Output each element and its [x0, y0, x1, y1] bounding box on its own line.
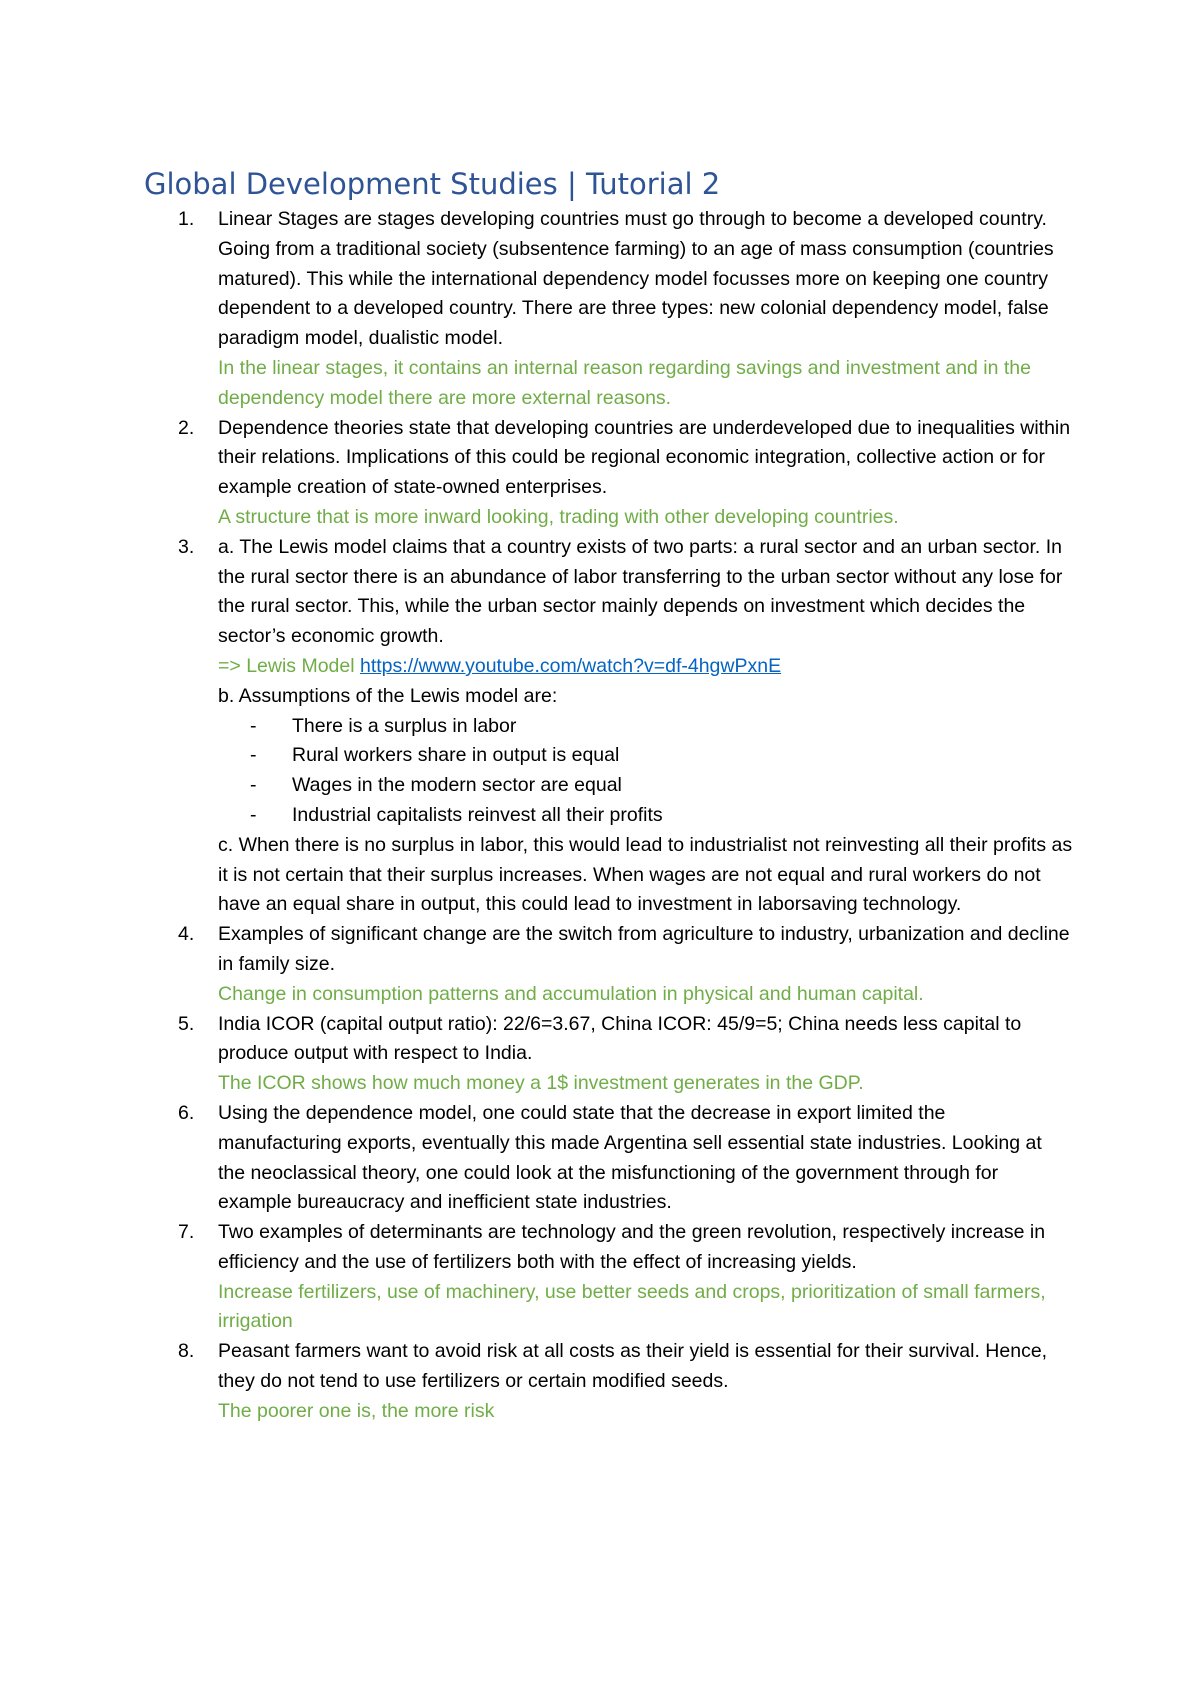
- item-number: 5.: [178, 1012, 195, 1035]
- item-text-part-a: a. The Lewis model claims that a country exists of two parts: a rural sector and an urban sector. In the rural sector there is an abundance of labor transferring to the urban sector without any lose for the rural sector. This, while the urban sector mainly depends on investment which decides the sector’s economic growth.: [218, 535, 1063, 648]
- dash-bullet: -: [250, 744, 257, 767]
- answer-text: The poorer one is, the more risk: [218, 1399, 495, 1422]
- list-item: [144, 205, 1074, 414]
- assumption-text: Industrial capitalists reinvest all their profits: [292, 803, 663, 826]
- list-item: [144, 414, 1074, 533]
- list-item: [218, 771, 1074, 801]
- item-number: 3.: [178, 535, 195, 558]
- answer-text: In the linear stages, it contains an internal reason regarding savings and investment and in the dependency model there are more external reasons.: [218, 356, 1032, 409]
- assumption-text: Rural workers share in output is equal: [292, 744, 620, 767]
- item-text: Peasant farmers want to avoid risk at all costs as their yield is essential for their survival. Hence, they do not tend to use fertilizers or certain modified seeds.: [218, 1340, 1048, 1393]
- answer-prefix: => Lewis Model: [218, 654, 360, 677]
- item-text-part-b: b. Assumptions of the Lewis model are:: [218, 684, 558, 707]
- item-text: Dependence theories state that developing countries are underdeveloped due to inequalities within their relations. Implications of this could be regional economic integration, collective action or for example creation of state-owned enterprises.: [218, 416, 1071, 499]
- list-item: [144, 1099, 1074, 1218]
- answer-text: Increase fertilizers, use of machinery, use better seeds and crops, prioritization of small farmers, irrigation: [218, 1280, 1046, 1333]
- list-item: [144, 920, 1074, 1009]
- list-item: [144, 1218, 1074, 1337]
- item-number: 2.: [178, 416, 195, 439]
- item-number: 4.: [178, 923, 195, 946]
- assumption-text: There is a surplus in labor: [292, 714, 517, 737]
- item-text-part-c: c. When there is no surplus in labor, this would lead to industrialist not reinvesting all their profits as it is not certain that their surplus increases. When wages are not equal and rural workers do not have an equal share in output, this could lead to investment in laborsaving technology.: [218, 833, 1073, 916]
- item-number: 1.: [178, 208, 195, 230]
- list-item: [218, 712, 1074, 742]
- answer-text: Change in consumption patterns and accumulation in physical and human capital.: [218, 982, 924, 1005]
- item-number: 7.: [178, 1221, 195, 1244]
- item-text: India ICOR (capital output ratio): 22/6=3.67, China ICOR: 45/9=5; China needs less capital to produce output with respect to India.: [218, 1012, 1022, 1065]
- assumption-list: [218, 712, 1074, 831]
- list-item: [218, 801, 1074, 831]
- dash-bullet: -: [250, 774, 257, 797]
- item-number: 8.: [178, 1340, 195, 1363]
- list-item: [144, 533, 1074, 920]
- page-title: Global Development Studies | Tutorial 2: [144, 167, 721, 201]
- answer-line: [218, 652, 1074, 682]
- assumption-text: Wages in the modern sector are equal: [292, 774, 622, 797]
- dash-bullet: -: [250, 714, 257, 737]
- list-item: [218, 741, 1074, 771]
- item-text: Linear Stages are stages developing countries must go through to become a developed country. Going from a traditional society (subsentence farming) to an age of mass consumption (countries matured). This while the international dependency model focusses more on keeping one country dependent to a developed country. There are three types: new colonial dependency model, false paradigm model, dualistic model.: [218, 208, 1054, 350]
- list-item: [144, 1010, 1074, 1099]
- item-text: Using the dependence model, one could state that the decrease in export limited the manufacturing exports, eventually this made Argentina sell essential state industries. Looking at the neoclassical theory, one could look at the misfunctioning of the government through for example bureaucracy and inefficient state industries.: [218, 1101, 1042, 1214]
- answer-text: A structure that is more inward looking, trading with other developing countries.: [218, 505, 899, 528]
- question-list: [144, 205, 1074, 1427]
- list-item: [144, 1337, 1074, 1426]
- item-number: 6.: [178, 1101, 195, 1124]
- answer-text: The ICOR shows how much money a 1$ investment generates in the GDP.: [218, 1072, 864, 1095]
- dash-bullet: -: [250, 803, 257, 826]
- youtube-link[interactable]: https://www.youtube.com/watch?v=df-4hgwPxnE: [360, 654, 782, 677]
- item-text: Two examples of determinants are technology and the green revolution, respectively increase in efficiency and the use of fertilizers both with the effect of increasing yields.: [218, 1221, 1046, 1273]
- item-text: Examples of significant change are the switch from agriculture to industry, urbanization and decline in family size.: [218, 923, 1070, 975]
